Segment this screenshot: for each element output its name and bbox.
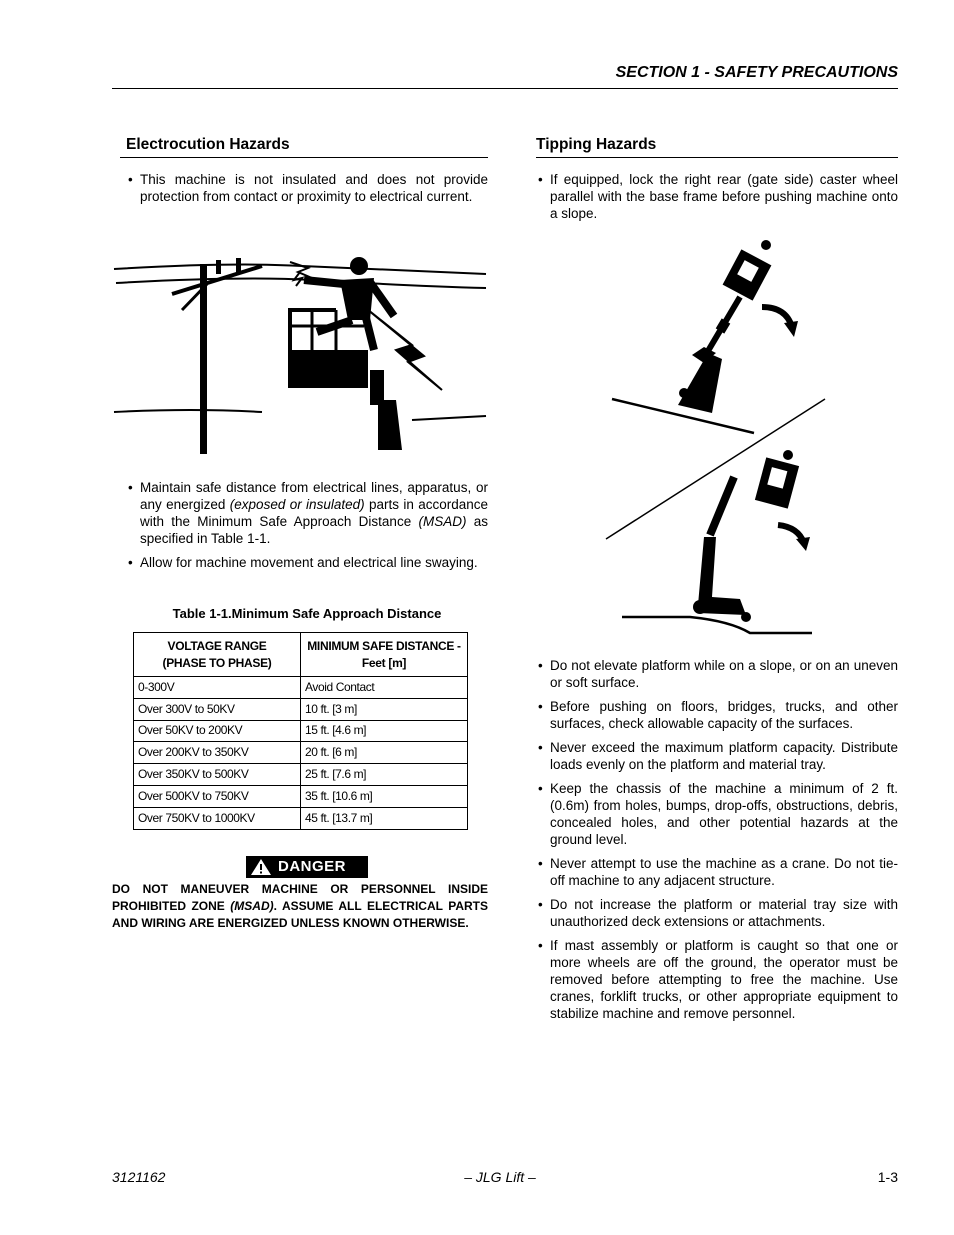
danger-label: DANGER xyxy=(278,858,347,875)
header-rule xyxy=(112,88,898,89)
warning-triangle-icon xyxy=(250,858,272,876)
tipping-heading: Tipping Hazards xyxy=(536,136,657,153)
footer-center: – JLG Lift – xyxy=(464,1169,536,1185)
text-run-italic: (exposed or insulated) xyxy=(229,497,365,512)
column-header-voltage: VOLTAGE RANGE (PHASE TO PHASE) xyxy=(134,633,301,677)
electrocution-heading: Electrocution Hazards xyxy=(126,136,290,153)
electrocution-illustration xyxy=(112,250,490,455)
electrocution-bullets-top xyxy=(126,171,488,212)
text-run: . ASSUME ALL ELECTRICAL PARTS AND WIRING ARE ENERGIZED UNLESS KNOWN OTHERWISE. xyxy=(112,899,488,930)
list-item: • Keep the chassis of the machine a minimum of 2 ft. (0.6m) from holes, bumps, drop-offs, obstructions, debris, concealed holes, and other potential hazards at the ground level. xyxy=(536,780,898,848)
danger-text xyxy=(112,881,488,932)
table-row: Over 350KV to 500KV 25 ft. [7.6 m] xyxy=(134,764,468,786)
footer-doc-number: 3121162 xyxy=(112,1169,166,1185)
text-run: DO NOT MANEUVER MACHINE OR PERSONNEL INSIDE PROHIBITED ZONE xyxy=(112,882,488,913)
list-item: • Never exceed the maximum platform capacity. Distribute loads evenly on the platform and material tray. xyxy=(536,739,898,773)
tipping-bullets-bottom xyxy=(536,657,898,1029)
table-row: Over 300V to 50KV 10 ft. [3 m] xyxy=(134,698,468,720)
table-row: Over 50KV to 200KV 15 ft. [4.6 m] xyxy=(134,720,468,742)
table-header-row xyxy=(134,633,468,677)
text-run-italic: (MSAD) xyxy=(230,899,274,913)
text-run: as specified in Table 1-1. xyxy=(140,514,488,546)
list-item: • Allow for machine movement and electrical line swaying. xyxy=(126,554,488,571)
list-item: • If mast assembly or platform is caught so that one or more wheels are off the ground, the operator must be removed before attempting to free the machine. Use cranes, forklift trucks, or other appropriate equipment to stabilize machine and remove personnel. xyxy=(536,937,898,1022)
text-run: Maintain safe distance from electrical lines, apparatus, or any energized xyxy=(140,480,488,512)
list-item: • If equipped, lock the right rear (gate side) caster wheel parallel with the base frame before pushing machine onto a slope. xyxy=(536,171,898,222)
text-run: parts in accordance with the Minimum Safe Approach Distance xyxy=(140,497,489,529)
tipping-heading-rule xyxy=(536,157,898,158)
danger-badge xyxy=(246,856,368,878)
text-run-italic: (MSAD) xyxy=(418,514,467,529)
list-item: • Do not increase the platform or material tray size with unauthorized deck extensions or attachments. xyxy=(536,896,898,930)
tipping-bullets-top xyxy=(536,171,898,229)
list-item: • Before pushing on floors, bridges, trucks, and other surfaces, check allowable capacity of the surfaces. xyxy=(536,698,898,732)
table-row: 0-300V Avoid Contact xyxy=(134,677,468,699)
table-row: Over 200KV to 350KV 20 ft. [6 m] xyxy=(134,742,468,764)
list-item: • Never attempt to use the machine as a crane. Do not tie-off machine to any adjacent structure. xyxy=(536,855,898,889)
table-row: Over 750KV to 1000KV 45 ft. [13.7 m] xyxy=(134,807,468,829)
electrocution-heading-rule xyxy=(120,157,488,158)
msad-table xyxy=(133,632,468,830)
electrocution-bullets-bottom xyxy=(126,479,488,578)
table-row: Over 500KV to 750KV 35 ft. [10.6 m] xyxy=(134,785,468,807)
list-item xyxy=(126,479,488,547)
tipping-illustration xyxy=(600,235,830,640)
table-title: Table 1-1.Minimum Safe Approach Distance xyxy=(172,606,442,621)
footer-page-number: 1-3 xyxy=(877,1169,898,1185)
list-item: • Do not elevate platform while on a slope, or on an uneven or soft surface. xyxy=(536,657,898,691)
section-title: SECTION 1 - SAFETY PRECAUTIONS xyxy=(615,64,898,81)
column-header-distance: MINIMUM SAFE DISTANCE - Feet [m] xyxy=(301,633,468,677)
list-item: • This machine is not insulated and does not provide protection from contact or proximity to electrical current. xyxy=(126,171,488,205)
